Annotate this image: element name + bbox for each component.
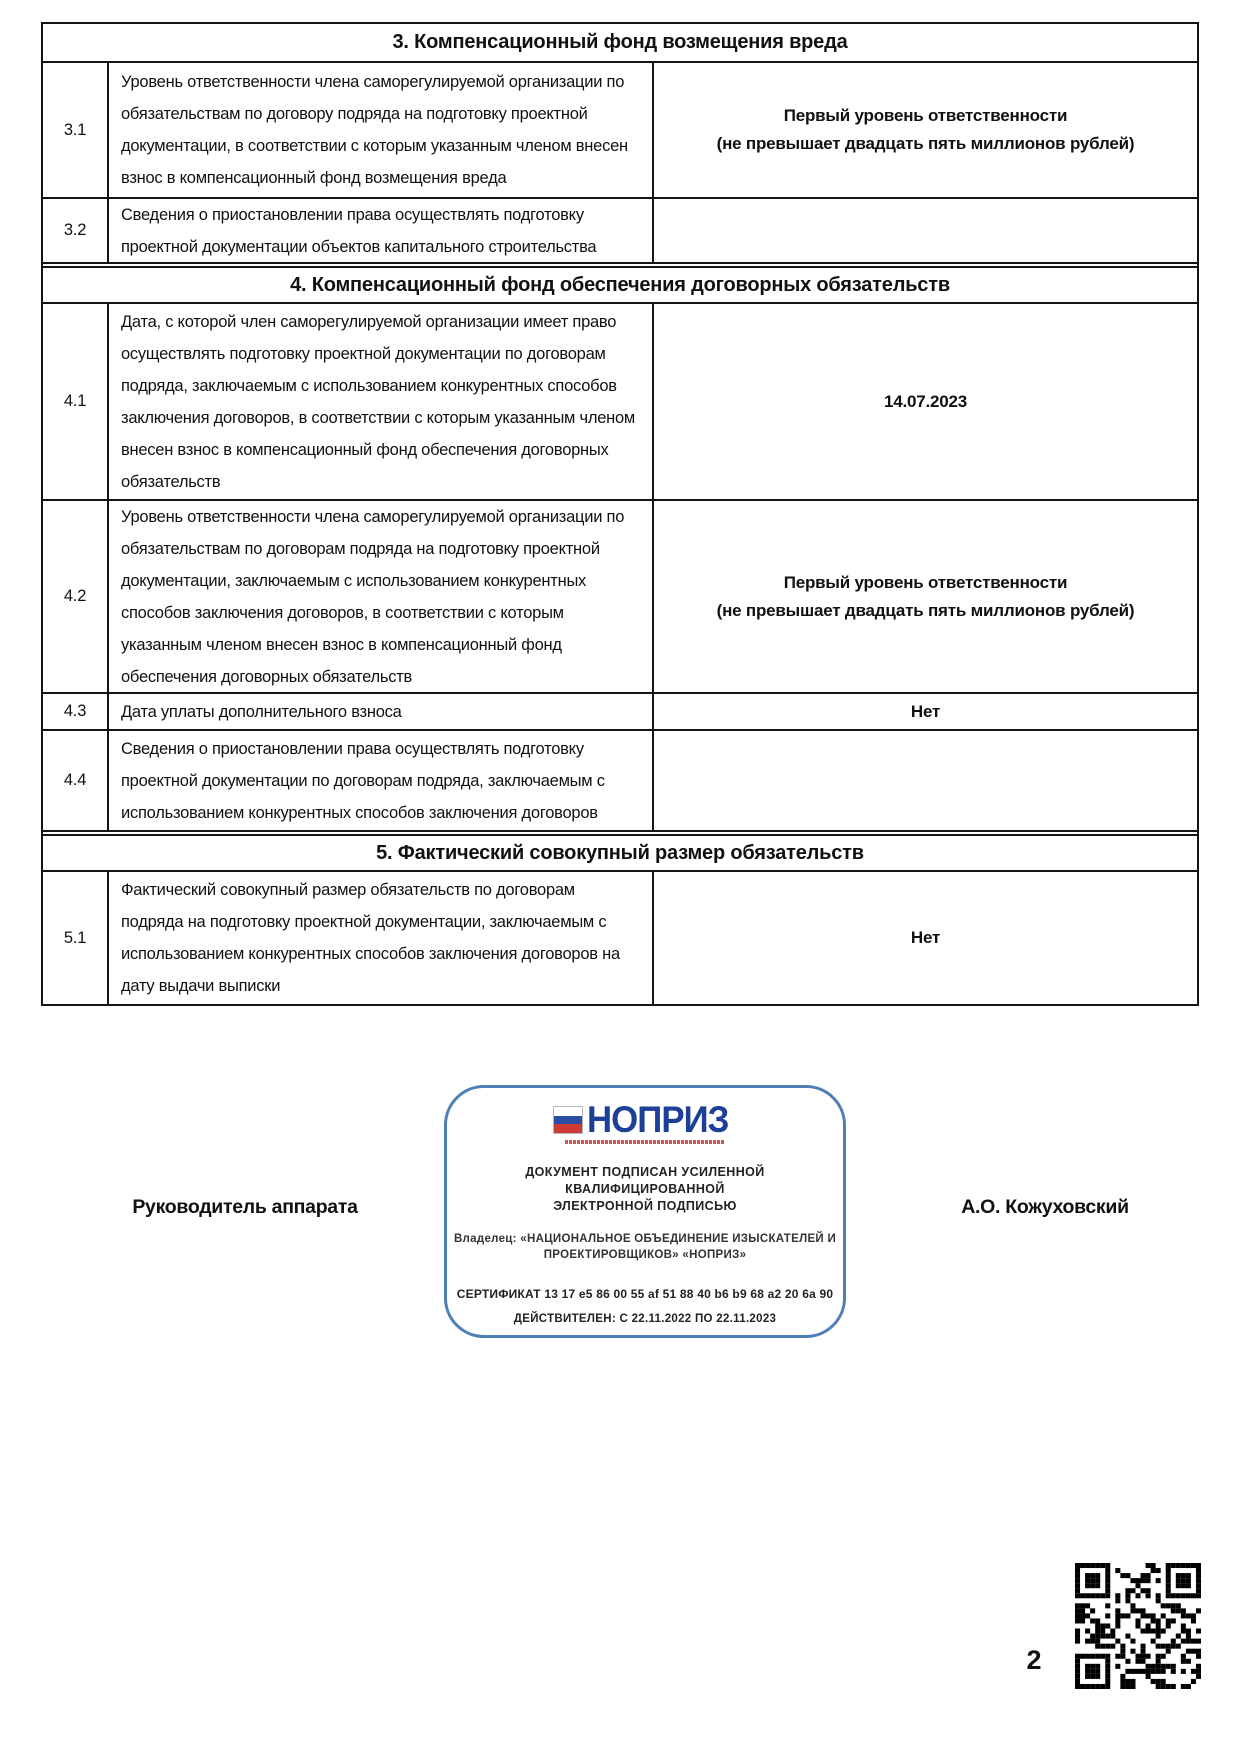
section-header: 3. Компенсационный фонд возмещения вреда xyxy=(43,24,1197,63)
stamp-owner-line2: ПРОЕКТИРОВЩИКОВ» «НОПРИЗ» xyxy=(543,1249,747,1261)
value-line: 14.07.2023 xyxy=(883,391,968,411)
value-line: (не превышает двадцать пять миллионов рублей) xyxy=(716,600,1135,620)
stamp-heading-line1: ДОКУМЕНТ ПОДПИСАН УСИЛЕННОЙ КВАЛИФИЦИРОВАННОЙ xyxy=(525,1165,765,1196)
row-value-cell xyxy=(654,731,1197,830)
row-value-cell xyxy=(654,501,1197,692)
row-number-cell: 5.1 xyxy=(43,872,109,1004)
signatory-name: А.О. Кожуховский xyxy=(961,1196,1129,1218)
section-header: 5. Фактический совокупный размер обязательств xyxy=(43,830,1197,872)
table-row xyxy=(43,499,1197,692)
stamp-owner-line1: Владелец: «НАЦИОНАЛЬНОЕ ОБЪЕДИНЕНИЕ ИЗЫСКАТЕЛЕЙ И xyxy=(453,1233,837,1245)
stamp-heading-line2: ЭЛЕКТРОННОЙ ПОДПИСЬЮ xyxy=(553,1199,737,1213)
value-line: Первый уровень ответственности xyxy=(783,572,1068,592)
row-description-cell: Уровень ответственности члена саморегулируемой организации по обязательствам по договору подряда на подготовку проектной документации, в соответствии с которым указанным членом внесен взнос в компенсационный фонд возмещения вреда xyxy=(109,63,654,197)
russian-flag-icon xyxy=(553,1106,583,1134)
row-number-cell: 3.1 xyxy=(43,63,109,197)
row-value-cell xyxy=(654,199,1197,262)
row-number-cell: 3.2 xyxy=(43,199,109,262)
row-description-cell: Сведения о приостановлении права осуществлять подготовку проектной документации по договорам подряда, заключаемым с использованием конкурентных способов заключения договоров xyxy=(109,731,654,830)
nopriz-logo-text: НОПРИЗ xyxy=(586,1099,729,1140)
row-description-cell: Дата уплаты дополнительного взноса xyxy=(109,694,654,729)
row-number-cell: 4.3 xyxy=(43,694,109,729)
row-description-cell: Дата, с которой член саморегулируемой организации имеет право осуществлять подготовку проектной документации по договорам подряда, заключаемым с использованием конкурентных способов заключения договоров, в соответствии с которым указанным членом внесен взнос в компенсационный фонд обеспечения договорных обязательств xyxy=(109,304,654,499)
row-description-cell: Сведения о приостановлении права осуществлять подготовку проектной документации объектов капитального строительства xyxy=(109,199,654,262)
table-row xyxy=(43,197,1197,262)
stamp-owner xyxy=(454,1231,836,1263)
register-table xyxy=(41,22,1199,1006)
row-number-cell: 4.4 xyxy=(43,731,109,830)
row-description-cell: Уровень ответственности члена саморегулируемой организации по обязательствам по договорам подряда на подготовку проектной документации, заключаемым с использованием конкурентных способов заключения договоров, в соответствии с которым указанным членом внесен взнос в компенсационный фонд обеспечения договорных обязательств xyxy=(109,501,654,692)
row-value-cell xyxy=(654,694,1197,729)
table-row xyxy=(43,729,1197,830)
nopriz-logo xyxy=(553,1099,738,1140)
row-number-cell: 4.1 xyxy=(43,304,109,499)
value-line: (не превышает двадцать пять миллионов рублей) xyxy=(716,134,1135,153)
table-row xyxy=(43,63,1197,197)
stamp-heading xyxy=(447,1164,843,1215)
value-line: Нет xyxy=(910,928,941,947)
qr-code xyxy=(1075,1563,1201,1689)
page-number: 2 xyxy=(1026,1645,1042,1675)
signatory-title: Руководитель аппарата xyxy=(132,1196,358,1218)
table-row xyxy=(43,304,1197,499)
stamp-certificate: СЕРТИФИКАТ 13 17 e5 86 00 55 af 51 88 40 b6 b9 68 a2 20 6a 90 xyxy=(456,1287,834,1301)
row-value-cell xyxy=(654,63,1197,197)
stamp-validity: ДЕЙСТВИТЕЛЕН: С 22.11.2022 ПО 22.11.2023 xyxy=(513,1313,777,1325)
value-line: Первый уровень ответственности xyxy=(783,106,1068,125)
digital-signature-stamp xyxy=(444,1085,846,1338)
row-number-cell: 4.2 xyxy=(43,501,109,692)
section-header: 4. Компенсационный фонд обеспечения договорных обязательств xyxy=(43,262,1197,304)
table-row xyxy=(43,872,1197,1004)
table-row xyxy=(43,692,1197,729)
row-description-cell: Фактический совокупный размер обязательств по договорам подряда на подготовку проектной документации, заключаемым с использованием конкурентных способов заключения договоров на дату выдачи выписки xyxy=(109,872,654,1004)
row-value-cell xyxy=(654,304,1197,499)
value-line: Нет xyxy=(910,701,941,721)
nopriz-logo-tagline xyxy=(565,1140,725,1144)
row-value-cell xyxy=(654,872,1197,1004)
